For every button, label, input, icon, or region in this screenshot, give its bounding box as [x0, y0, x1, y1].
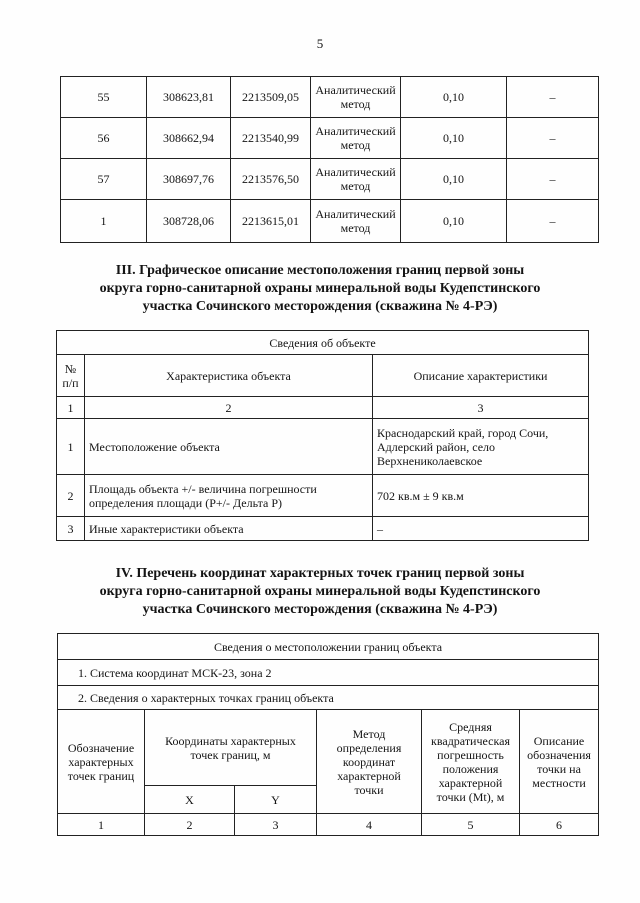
point-y: 2213576,50	[231, 159, 311, 200]
index-cell: 2	[145, 814, 235, 836]
point-y: 2213540,99	[231, 118, 311, 159]
index-cell: 3	[235, 814, 317, 836]
point-method: Аналитический метод	[311, 77, 401, 118]
point-x: 308623,81	[147, 77, 231, 118]
points-info: 2. Сведения о характерных точках границ объекта	[58, 686, 599, 710]
point-description: –	[507, 159, 599, 200]
table-caption-row	[58, 634, 599, 660]
table-index-row	[57, 397, 589, 419]
row-description: –	[373, 517, 589, 541]
table-row	[57, 475, 589, 517]
column-header-error: Средняя квадратическая погрешность положения характерной точки (Mt), м	[422, 710, 520, 814]
column-header-description: Описание характеристики	[373, 355, 589, 397]
point-description: –	[507, 200, 599, 243]
table-index-row	[58, 814, 599, 836]
row-characteristic: Площадь объекта +/- величина погрешности определения площади (Р+/- Дельта Р)	[85, 475, 373, 517]
point-y: 2213509,05	[231, 77, 311, 118]
table-header-row	[57, 355, 589, 397]
point-error: 0,10	[401, 200, 507, 243]
point-error: 0,10	[401, 77, 507, 118]
row-description: 702 кв.м ± 9 кв.м	[373, 475, 589, 517]
column-header-characteristic: Характеристика объекта	[85, 355, 373, 397]
point-number: 1	[61, 200, 147, 243]
table-row	[61, 77, 599, 118]
index-cell: 1	[58, 814, 145, 836]
point-error: 0,10	[401, 159, 507, 200]
section-4-title: IV. Перечень координат характерных точек границ первой зоны округа горно-санитарной охраны минеральной воды Кудепстинского участка Сочинского месторождения (скважина № 4-РЭ)	[99, 566, 541, 617]
column-header-x: X	[145, 786, 235, 814]
point-method: Аналитический метод	[311, 200, 401, 243]
point-number: 55	[61, 77, 147, 118]
column-header-number: № п/п	[57, 355, 85, 397]
coordinate-system: 1. Система координат МСК-23, зона 2	[58, 660, 599, 686]
coordinate-system-row	[58, 660, 599, 686]
index-cell: 3	[373, 397, 589, 419]
section-3-title: III. Графическое описание местоположения границ первой зоны округа горно-санитарной охраны минеральной воды Кудепстинского участка Сочинского месторождения (скважина № 4-РЭ)	[99, 263, 541, 314]
point-method: Аналитический метод	[311, 118, 401, 159]
table-caption: Сведения о местоположении границ объекта	[58, 634, 599, 660]
table-row	[57, 419, 589, 475]
point-description: –	[507, 77, 599, 118]
point-x: 308662,94	[147, 118, 231, 159]
row-number: 2	[57, 475, 85, 517]
column-header-designation: Обозначение характерных точек границ	[58, 710, 145, 814]
row-characteristic: Иные характеристики объекта	[85, 517, 373, 541]
point-error: 0,10	[401, 118, 507, 159]
table-header-row	[58, 710, 599, 786]
point-method: Аналитический метод	[311, 159, 401, 200]
column-header-y: Y	[235, 786, 317, 814]
points-info-row	[58, 686, 599, 710]
table-caption: Сведения об объекте	[57, 331, 589, 355]
table-row	[57, 517, 589, 541]
point-x: 308697,76	[147, 159, 231, 200]
index-cell: 4	[317, 814, 422, 836]
point-number: 57	[61, 159, 147, 200]
boundary-info-table	[57, 633, 599, 836]
index-cell: 1	[57, 397, 85, 419]
table-row	[61, 159, 599, 200]
table-caption-row	[57, 331, 589, 355]
points-table	[60, 76, 599, 243]
column-header-method: Метод определения координат характерной точки	[317, 710, 422, 814]
page-number: 5	[316, 36, 324, 51]
point-y: 2213615,01	[231, 200, 311, 243]
row-characteristic: Местоположение объекта	[85, 419, 373, 475]
point-x: 308728,06	[147, 200, 231, 243]
point-description: –	[507, 118, 599, 159]
table-row	[61, 118, 599, 159]
row-number: 1	[57, 419, 85, 475]
index-cell: 2	[85, 397, 373, 419]
column-header-coordinates: Координаты характерных точек границ, м	[145, 710, 317, 786]
row-description: Краснодарский край, город Сочи, Адлерский район, село Верхнениколаевское	[373, 419, 589, 475]
point-number: 56	[61, 118, 147, 159]
object-info-table	[56, 330, 589, 541]
column-header-description: Описание обозначения точки на местности	[520, 710, 599, 814]
table-row	[61, 200, 599, 243]
index-cell: 6	[520, 814, 599, 836]
row-number: 3	[57, 517, 85, 541]
index-cell: 5	[422, 814, 520, 836]
